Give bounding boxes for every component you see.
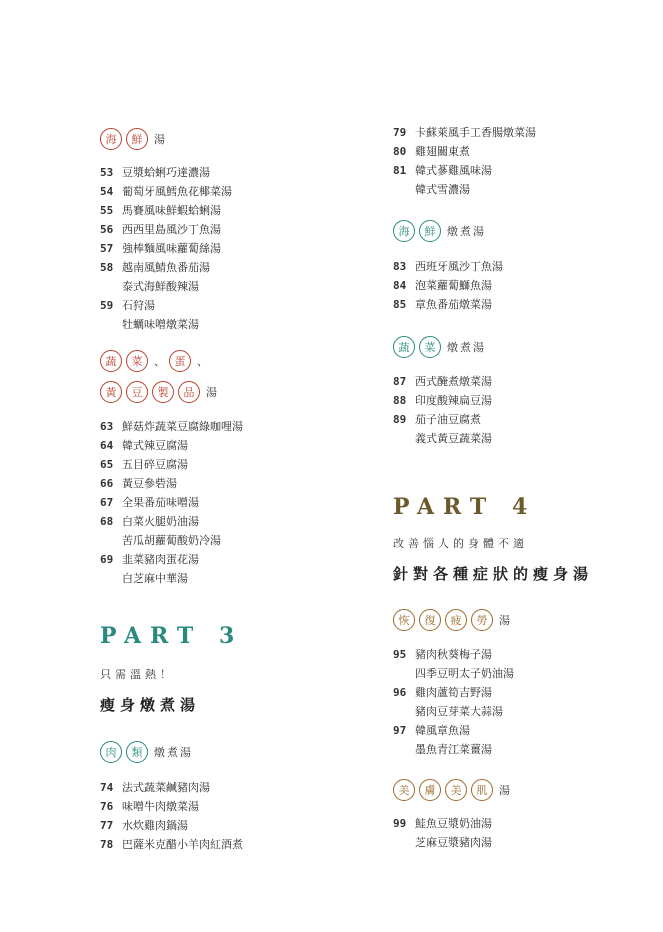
toc-entry bbox=[393, 164, 492, 178]
recipe-title: 韓式蔘雞風味湯 bbox=[415, 164, 492, 177]
page-number: 77 bbox=[100, 819, 114, 832]
page-number: 84 bbox=[393, 279, 407, 292]
recipe-title: 泡菜蘿蔔鰤魚湯 bbox=[415, 279, 492, 292]
recipe-title: 白芝麻中華湯 bbox=[122, 572, 188, 585]
fatigue-header bbox=[393, 609, 512, 631]
toc-entry bbox=[393, 260, 503, 274]
toc-entry bbox=[100, 534, 221, 548]
recipe-title: 章魚番茄燉菜湯 bbox=[415, 298, 492, 311]
category-char: 復 bbox=[419, 609, 441, 631]
toc-entry bbox=[393, 413, 481, 427]
recipe-title: 味噌牛肉燉菜湯 bbox=[122, 800, 199, 813]
page-number: 65 bbox=[100, 458, 114, 471]
recipe-title: 茄子油豆腐煮 bbox=[415, 413, 481, 426]
page-number: 79 bbox=[393, 126, 407, 139]
toc-entry bbox=[393, 432, 492, 446]
page-number: 54 bbox=[100, 185, 114, 198]
page-number bbox=[100, 534, 122, 548]
toc-entry bbox=[100, 553, 199, 567]
category-suffix: 燉煮湯 bbox=[447, 341, 486, 354]
category-char: 肌 bbox=[471, 779, 493, 801]
category-char: 黃 bbox=[100, 381, 122, 403]
seafood-stew-header bbox=[393, 220, 486, 242]
category-char: 鮮 bbox=[126, 128, 148, 150]
toc-entry bbox=[100, 242, 221, 256]
recipe-title: 白菜火腿奶油湯 bbox=[122, 515, 199, 528]
category-char: 豆 bbox=[126, 381, 148, 403]
recipe-title: 苦瓜胡蘿蔔酸奶冷湯 bbox=[122, 534, 221, 547]
recipe-title: 黃豆參砦湯 bbox=[122, 477, 177, 490]
toc-entry bbox=[100, 420, 243, 434]
recipe-title: 越南風鯖魚番茄湯 bbox=[122, 261, 210, 274]
toc-entry bbox=[100, 838, 243, 852]
page-number: 78 bbox=[100, 838, 114, 851]
page-number: 99 bbox=[393, 817, 407, 830]
category-char: 勞 bbox=[471, 609, 493, 631]
toc-entry bbox=[393, 836, 492, 850]
category-char: 品 bbox=[178, 381, 200, 403]
page-number: 68 bbox=[100, 515, 114, 528]
recipe-title: 印度酸辣扁豆湯 bbox=[415, 394, 492, 407]
recipe-title: 雞翅關東煮 bbox=[415, 145, 470, 158]
meat-stew-header bbox=[100, 741, 193, 763]
page-number bbox=[393, 183, 415, 197]
page-number: 53 bbox=[100, 166, 114, 179]
page-number: 58 bbox=[100, 261, 114, 274]
page-number: 81 bbox=[393, 164, 407, 177]
category-char: 疲 bbox=[445, 609, 467, 631]
toc-entry bbox=[393, 705, 503, 719]
toc-entry bbox=[393, 183, 470, 197]
toc-entry bbox=[393, 375, 492, 389]
page-number: 63 bbox=[100, 420, 114, 433]
toc-entry bbox=[100, 458, 188, 472]
toc-entry bbox=[393, 126, 536, 140]
recipe-title: 四季豆明太子奶油湯 bbox=[415, 667, 514, 680]
toc-entry bbox=[393, 667, 514, 681]
recipe-title: 雞肉蘆筍吉野湯 bbox=[415, 686, 492, 699]
category-char: 蛋 bbox=[169, 350, 191, 372]
category-char: 海 bbox=[100, 128, 122, 150]
page-number: 80 bbox=[393, 145, 407, 158]
part3-title: 瘦身燉煮湯 bbox=[100, 696, 201, 714]
category-char: 美 bbox=[445, 779, 467, 801]
category-char: 美 bbox=[393, 779, 415, 801]
category-suffix: 湯 bbox=[206, 386, 219, 399]
page-number bbox=[393, 432, 415, 446]
page-number: 66 bbox=[100, 477, 114, 490]
category-char: 類 bbox=[126, 741, 148, 763]
category-char: 製 bbox=[152, 381, 174, 403]
category-char: 蔬 bbox=[393, 336, 415, 358]
recipe-title: 鮮菇炸蔬菜豆腐綠咖哩湯 bbox=[122, 420, 243, 433]
recipe-title: 韓式辣豆腐湯 bbox=[122, 439, 188, 452]
veg-egg-header-line1 bbox=[100, 350, 212, 372]
toc-entry bbox=[393, 279, 492, 293]
toc-entry bbox=[100, 185, 232, 199]
category-suffix: 湯 bbox=[499, 614, 512, 627]
part4-subtitle: 改善惱人的身體不適 bbox=[393, 537, 528, 550]
toc-entry bbox=[100, 439, 188, 453]
page-number bbox=[100, 572, 122, 586]
recipe-title: 韓風章魚湯 bbox=[415, 724, 470, 737]
toc-entry bbox=[100, 572, 188, 586]
category-suffix: 湯 bbox=[499, 784, 512, 797]
recipe-title: 牡蠣味噌燉菜湯 bbox=[122, 318, 199, 331]
separator: 、 bbox=[154, 355, 165, 368]
toc-entry bbox=[100, 280, 199, 294]
part4-title: 針對各種症狀的瘦身湯 bbox=[393, 565, 594, 583]
toc-entry bbox=[393, 743, 492, 757]
page-number: 59 bbox=[100, 299, 114, 312]
category-char: 蔬 bbox=[100, 350, 122, 372]
category-suffix: 湯 bbox=[154, 133, 167, 146]
recipe-title: 葡萄牙風鱈魚花椰菜湯 bbox=[122, 185, 232, 198]
page-number: 83 bbox=[393, 260, 407, 273]
category-char: 鮮 bbox=[419, 220, 441, 242]
recipe-title: 泰式海鮮酸辣湯 bbox=[122, 280, 199, 293]
recipe-title: 韭菜豬肉蛋花湯 bbox=[122, 553, 199, 566]
recipe-title: 強棒麵風味蘿蔔絲湯 bbox=[122, 242, 221, 255]
toc-entry bbox=[100, 166, 210, 180]
page-number: 57 bbox=[100, 242, 114, 255]
category-suffix: 燉煮湯 bbox=[154, 746, 193, 759]
recipe-title: 西式醃煮燉菜湯 bbox=[415, 375, 492, 388]
part3-subtitle: 只需溫熱！ bbox=[100, 668, 175, 681]
toc-entry bbox=[393, 145, 470, 159]
page-number: 55 bbox=[100, 204, 114, 217]
recipe-title: 西西里島風沙丁魚湯 bbox=[122, 223, 221, 236]
separator: 、 bbox=[197, 355, 208, 368]
page-number: 97 bbox=[393, 724, 407, 737]
toc-entry bbox=[393, 724, 470, 738]
recipe-title: 石狩湯 bbox=[122, 299, 155, 312]
skin-header bbox=[393, 779, 512, 801]
toc-entry bbox=[100, 515, 199, 529]
recipe-title: 馬賽風味鮮蝦蛤蜊湯 bbox=[122, 204, 221, 217]
category-char: 恢 bbox=[393, 609, 415, 631]
recipe-title: 芝麻豆漿豬肉湯 bbox=[415, 836, 492, 849]
page-number: 85 bbox=[393, 298, 407, 311]
page-number: 87 bbox=[393, 375, 407, 388]
page-number bbox=[393, 667, 415, 681]
page-number bbox=[100, 318, 122, 332]
page-number bbox=[393, 743, 415, 757]
recipe-title: 五目碎豆腐湯 bbox=[122, 458, 188, 471]
category-char: 菜 bbox=[419, 336, 441, 358]
page-number: 69 bbox=[100, 553, 114, 566]
toc-entry bbox=[100, 261, 210, 275]
page-number: 89 bbox=[393, 413, 407, 426]
page-number bbox=[100, 280, 122, 294]
recipe-title: 韓式雪濃湯 bbox=[415, 183, 470, 196]
toc-entry bbox=[100, 204, 221, 218]
category-suffix: 燉煮湯 bbox=[447, 225, 486, 238]
toc-entry bbox=[393, 394, 492, 408]
toc-entry bbox=[100, 299, 155, 313]
page-number: 96 bbox=[393, 686, 407, 699]
veg-egg-header-line2 bbox=[100, 381, 219, 403]
category-char: 海 bbox=[393, 220, 415, 242]
recipe-title: 卡蘇萊風手工香腸燉菜湯 bbox=[415, 126, 536, 139]
toc-entry bbox=[393, 298, 492, 312]
page-number: 74 bbox=[100, 781, 114, 794]
toc-entry bbox=[100, 318, 199, 332]
part3-label: PART 3 bbox=[100, 623, 244, 649]
recipe-title: 鮭魚豆漿奶油湯 bbox=[415, 817, 492, 830]
toc-entry bbox=[393, 686, 492, 700]
recipe-title: 法式蔬菜鹹豬肉湯 bbox=[122, 781, 210, 794]
page-number: 88 bbox=[393, 394, 407, 407]
veg-stew-header bbox=[393, 336, 486, 358]
category-char: 菜 bbox=[126, 350, 148, 372]
toc-entry bbox=[100, 800, 199, 814]
toc-entry bbox=[100, 781, 210, 795]
part4-label: PART 4 bbox=[393, 494, 537, 520]
toc-entry bbox=[100, 223, 221, 237]
recipe-title: 西班牙風沙丁魚湯 bbox=[415, 260, 503, 273]
seafood-soup-header bbox=[100, 128, 167, 150]
recipe-title: 豬肉秋葵梅子湯 bbox=[415, 648, 492, 661]
page-number: 76 bbox=[100, 800, 114, 813]
recipe-title: 義式黃豆蔬菜湯 bbox=[415, 432, 492, 445]
page-number: 64 bbox=[100, 439, 114, 452]
recipe-title: 全果番茄味噌湯 bbox=[122, 496, 199, 509]
recipe-title: 豬肉豆芽菜大蒜湯 bbox=[415, 705, 503, 718]
recipe-title: 豆漿蛤蜊巧達濃湯 bbox=[122, 166, 210, 179]
page-number: 67 bbox=[100, 496, 114, 509]
recipe-title: 墨魚青江菜薑湯 bbox=[415, 743, 492, 756]
category-char: 膚 bbox=[419, 779, 441, 801]
page-number: 95 bbox=[393, 648, 407, 661]
recipe-title: 水炊雞肉鍋湯 bbox=[122, 819, 188, 832]
recipe-title: 巴薩米克醋小羊肉紅酒煮 bbox=[122, 838, 243, 851]
toc-entry bbox=[100, 496, 199, 510]
toc-entry bbox=[100, 477, 177, 491]
toc-entry bbox=[393, 817, 492, 831]
category-char: 肉 bbox=[100, 741, 122, 763]
page-number bbox=[393, 705, 415, 719]
page-number: 56 bbox=[100, 223, 114, 236]
page-number bbox=[393, 836, 415, 850]
toc-entry bbox=[100, 819, 188, 833]
toc-entry bbox=[393, 648, 492, 662]
